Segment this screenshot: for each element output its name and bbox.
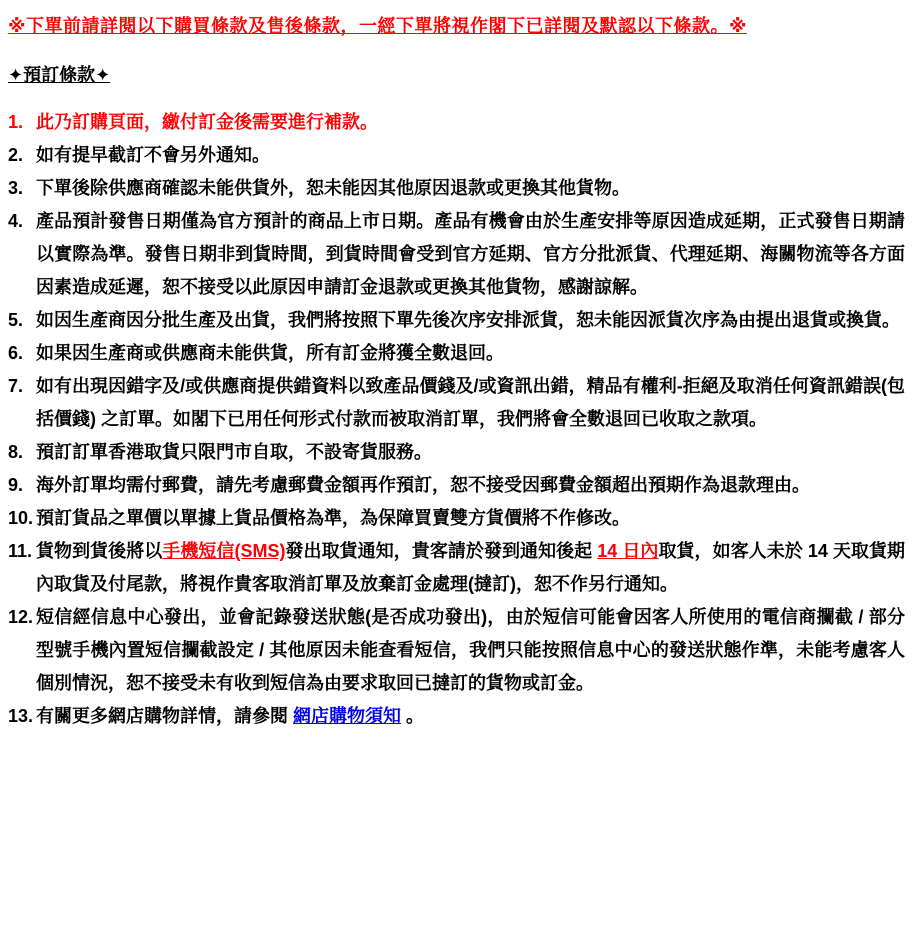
term-item bbox=[8, 601, 905, 700]
term-segment: 取貨，如客人未於 14 天取貨期內取貨及付尾款，將視作貴客取消訂單及放棄訂金處理(撻訂)，恕不作另行通知。 bbox=[36, 541, 906, 594]
term-text bbox=[36, 370, 905, 436]
term-number: 4. bbox=[8, 211, 24, 231]
term-text bbox=[36, 469, 905, 502]
term-number: 7. bbox=[8, 376, 24, 396]
term-number: 8. bbox=[8, 442, 24, 462]
term-item bbox=[8, 469, 905, 502]
shop-guide-link[interactable]: 網店購物須知 bbox=[293, 706, 401, 726]
term-number: 3. bbox=[8, 178, 24, 198]
term-number: 5. bbox=[8, 310, 24, 330]
section-title: ✦預訂條款✦ bbox=[8, 65, 111, 85]
term-segment: 貨物到貨後將以 bbox=[36, 541, 163, 561]
term-segment: 手機短信(SMS) bbox=[162, 541, 286, 561]
term-text bbox=[36, 337, 905, 370]
term-text bbox=[36, 172, 905, 205]
term-segment: 海外訂單均需付郵費，請先考慮郵費金額再作預訂，恕不接受因郵費金額超出預期作為退款理由。 bbox=[36, 475, 810, 495]
term-text bbox=[36, 601, 905, 700]
term-item bbox=[8, 700, 905, 733]
term-item bbox=[8, 436, 905, 469]
term-number: 11. bbox=[8, 541, 33, 561]
term-text bbox=[36, 205, 905, 304]
term-segment: 下單後除供應商確認未能供貨外，恕未能因其他原因退款或更換其他貨物。 bbox=[36, 178, 630, 198]
term-segment: 此乃訂購頁面，繳付訂金後需要進行補款。 bbox=[36, 112, 378, 132]
term-item bbox=[8, 370, 905, 436]
term-segment: 發出取貨通知，貴客請於發到通知後起 bbox=[285, 541, 598, 561]
term-item bbox=[8, 172, 905, 205]
term-segment: 預訂訂單香港取貨只限門市自取，不設寄貨服務。 bbox=[36, 442, 432, 462]
term-item bbox=[8, 205, 905, 304]
term-text bbox=[36, 106, 905, 139]
term-number: 12. bbox=[8, 607, 34, 627]
term-segment: 如有出現因錯字及/或供應商提供錯資料以致產品價錢及/或資訊出錯，精品有權利-拒絕及取消任何資訊錯誤(包括價錢) 之訂單。如閣下已用任何形式付款而被取消訂單，我們將會全數退回已收取之款項。 bbox=[36, 376, 905, 429]
term-item bbox=[8, 304, 905, 337]
term-text bbox=[36, 139, 905, 172]
term-segment: 如有提早截訂不會另外通知。 bbox=[36, 145, 270, 165]
term-number: 2. bbox=[8, 145, 24, 165]
terms-list bbox=[8, 106, 905, 733]
term-number: 6. bbox=[8, 343, 24, 363]
term-text bbox=[36, 304, 905, 337]
term-text bbox=[36, 436, 905, 469]
term-number: 10. bbox=[8, 508, 34, 528]
term-number: 1. bbox=[8, 112, 24, 132]
term-segment: 。 bbox=[401, 706, 425, 726]
term-segment: 產品預計發售日期僅為官方預計的商品上市日期。產品有機會由於生產安排等原因造成延期，正式發售日期請以實際為準。發售日期非到貨時間，到貨時間會受到官方延期、官方分批派貨、代理延期、海關物流等各方面因素造成延遲，恕不接受以此原因申請訂金退款或更換其他貨物，感謝諒解。 bbox=[36, 211, 905, 297]
term-text bbox=[36, 502, 905, 535]
term-item bbox=[8, 535, 905, 601]
term-text bbox=[36, 535, 905, 601]
term-item bbox=[8, 139, 905, 172]
term-text bbox=[36, 700, 905, 733]
term-number: 9. bbox=[8, 475, 24, 495]
term-item bbox=[8, 502, 905, 535]
term-segment: 短信經信息中心發出，並會記錄發送狀態(是否成功發出)，由於短信可能會因客人所使用的電信商攔截 / 部分型號手機內置短信攔截設定 / 其他原因未能查看短信，我們只能按照信息中心的發送狀態作準，未能考慮客人個別情況，恕不接受未有收到短信為由要求取回已撻訂的貨物或訂金。 bbox=[36, 607, 905, 693]
page-header: ※下單前請詳閱以下購買條款及售後條款，一經下單將視作閣下已詳閱及默認以下條款。※ bbox=[8, 16, 747, 36]
term-segment: 預訂貨品之單價以單據上貨品價格為準，為保障買賣雙方貨價將不作修改。 bbox=[36, 508, 630, 528]
term-segment: 如因生產商因分批生產及出貨，我們將按照下單先後次序安排派貨，恕未能因派貨次序為由提出退貨或換貨。 bbox=[36, 310, 900, 330]
term-item bbox=[8, 106, 905, 139]
term-segment: 有關更多網店購物詳情，請參閱 bbox=[36, 706, 293, 726]
term-number: 13. bbox=[8, 706, 34, 726]
term-segment: 14 日內 bbox=[597, 541, 659, 561]
term-segment: 如果因生產商或供應商未能供貨，所有訂金將獲全數退回。 bbox=[36, 343, 504, 363]
term-item bbox=[8, 337, 905, 370]
